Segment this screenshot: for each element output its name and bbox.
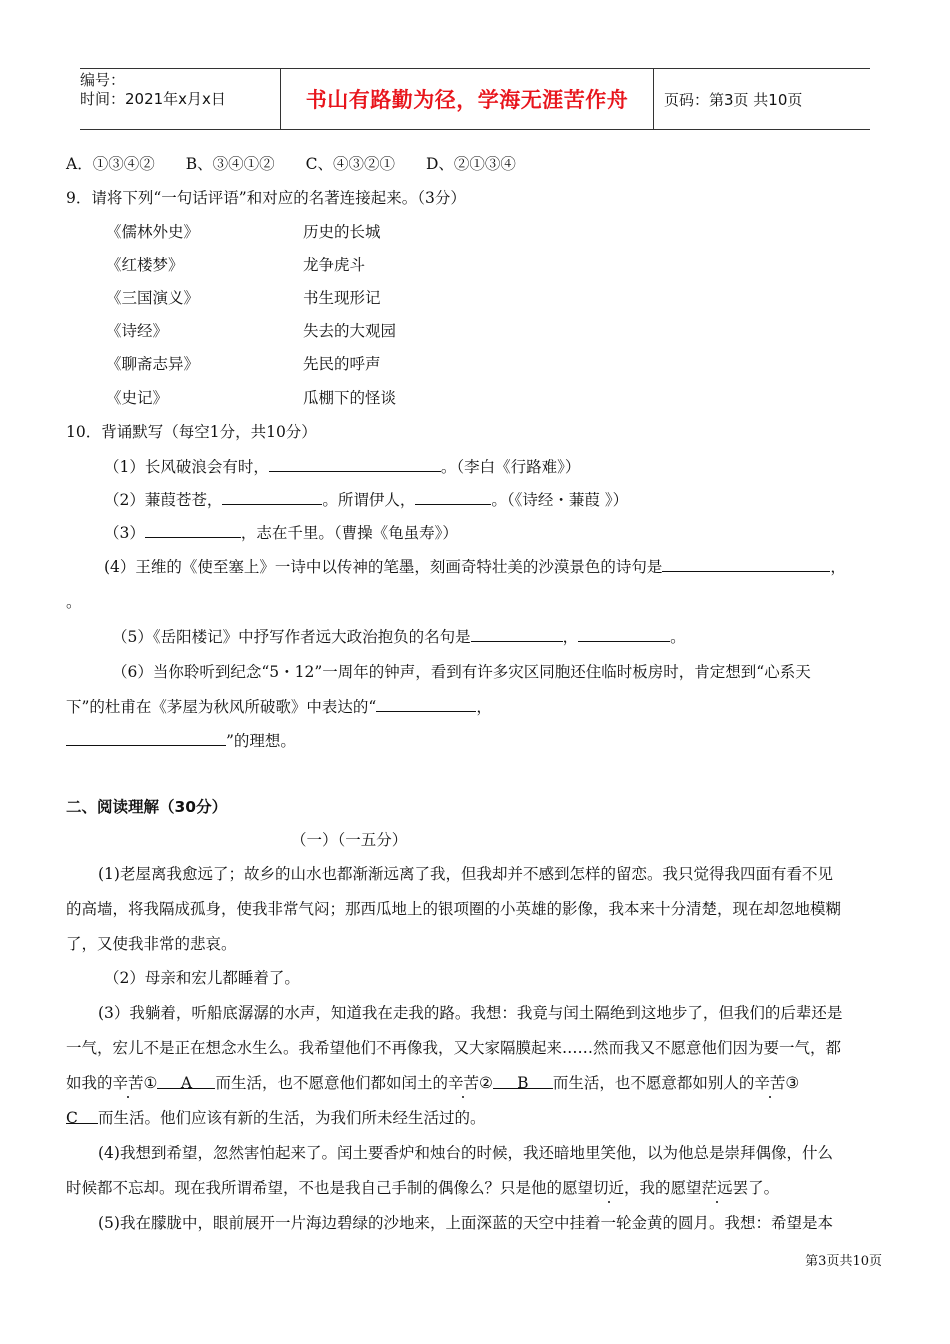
q10-item-6-line1: （6）当你聆听到纪念“5・12”一周年的钟声，看到有许多灾区同胞还住临时板房时，肯定想到“心系天 <box>112 663 811 681</box>
book-item: 《儒林外史》 <box>106 223 200 241</box>
answer-blank[interactable] <box>269 456 441 472</box>
comment-item: 龙争虎斗 <box>303 256 366 274</box>
text-run: 罢了。 <box>732 1179 780 1197</box>
dotted-word: 切近 <box>593 1179 625 1197</box>
q10-item-4 <box>104 556 846 577</box>
item-text: ， <box>476 698 492 716</box>
para-3-line <box>66 1073 799 1093</box>
book-item: 《史记》 <box>106 389 169 407</box>
item-text: 。（《诗经・蒹葭 》） <box>491 491 629 509</box>
q10-prompt: 10．背诵默写（每空1分，共10分） <box>66 423 317 441</box>
dotted-word: 辛苦 <box>112 1074 144 1092</box>
q8-options: A．①③④② B、③④①② C、④③②① D、②①③④ <box>66 155 516 173</box>
text-run: ，我的愿望 <box>624 1179 702 1197</box>
answer-blank[interactable] <box>471 626 563 642</box>
page-footer: 第3页共10页 <box>805 1254 882 1269</box>
para-4-line <box>66 1178 779 1198</box>
item-text: （1）长风破浪会有时， <box>104 458 269 476</box>
fill-blank-c: C <box>66 1108 98 1124</box>
item-text: ， <box>562 628 579 646</box>
answer-blank[interactable] <box>66 730 226 746</box>
q9-prompt: 9．请将下列“一句话评语”和对应的名著连接起来。（3分） <box>66 189 466 207</box>
answer-blank[interactable] <box>376 696 476 712</box>
text-run: ② <box>478 1074 493 1092</box>
text-run: 而生活。他们应该有新的生活，为我们所未经生活过的。 <box>98 1109 486 1127</box>
answer-blank[interactable] <box>662 556 830 572</box>
para-3-line <box>66 1108 486 1128</box>
answer-blank[interactable] <box>145 522 241 538</box>
book-item: 《聊斋志异》 <box>106 355 200 373</box>
text-run: ③ <box>785 1074 800 1092</box>
section-heading: 二、阅读理解（30分） <box>66 798 228 816</box>
para-5-line: (5)我在朦胧中，眼前展开一片海边碧绿的沙地来，上面深蓝的天空中挂着一轮金黄的圆月。我想：希望是本 <box>98 1214 833 1232</box>
header-left <box>80 69 280 129</box>
para-2: （2）母亲和宏儿都睡着了。 <box>104 969 300 987</box>
fill-blank-a: A <box>157 1073 215 1089</box>
para-4-line: (4)我想到希望，忽然害怕起来了。闰土要香炉和烛台的时候，我还暗地里笑他，以为他总是崇拜偶像，什么 <box>98 1144 833 1162</box>
item-text: （3） <box>104 524 145 542</box>
comment-item: 失去的大观园 <box>303 322 397 340</box>
text-run: 如我的 <box>66 1074 113 1092</box>
para-3-line: (3）我躺着，听船底潺潺的水声，知道我在走我的路。我想：我竟与闰土隔绝到这地步了，但我们的后辈还是 <box>98 1004 843 1022</box>
dotted-word: 茫远 <box>701 1179 733 1197</box>
answer-blank[interactable] <box>222 489 322 505</box>
comment-item: 瓜棚下的怪谈 <box>303 389 397 407</box>
para-1-line: 了，又使我非常的悲哀。 <box>66 935 237 953</box>
q10-item-1 <box>104 456 580 477</box>
page-header <box>80 68 870 130</box>
comment-item: 先民的呼声 <box>303 355 381 373</box>
dotted-word: 辛苦 <box>754 1074 786 1092</box>
number-label: 编号： <box>80 71 126 89</box>
q10-item-6-line2 <box>66 696 492 717</box>
text-run: 时候都不忘却。现在我所谓希望，不也是我自己手制的偶像么？只是他的愿望 <box>66 1179 594 1197</box>
item-text: 下”的杜甫在《茅屋为秋风所破歌》中表达的“ <box>66 698 377 716</box>
motto: 书山有路勤为径，学海无涯苦作舟 <box>280 69 654 129</box>
item-text: 。 <box>670 628 686 646</box>
section-subheading: （一）（一五分） <box>291 831 408 849</box>
item-text: ”的理想。 <box>226 732 296 750</box>
date-label: 时间：2021年x月x日 <box>80 90 226 108</box>
answer-blank[interactable] <box>415 489 491 505</box>
para-3-line: 一气，宏儿不是正在想念水生么。我希望他们不再像我，又大家隔膜起来……然而我又不愿意他们因为要一气，都 <box>66 1039 842 1057</box>
text-run: 而生活，也不愿意他们都如闰土的 <box>215 1074 448 1092</box>
q10-item-6-line3 <box>66 730 296 751</box>
page-info: 页码：第3页 共10页 <box>664 90 803 109</box>
item-text: 。所谓伊人， <box>322 491 416 509</box>
para-1-line: (1)老屋离我愈远了；故乡的山水也都渐渐远离了我，但我却并不感到怎样的留恋。我只觉得我四面有看不见 <box>98 865 833 883</box>
comment-item: 书生现形记 <box>303 289 381 307</box>
item-text: ， <box>830 558 846 576</box>
text-run: ① <box>143 1074 158 1092</box>
book-item: 《诗经》 <box>106 322 169 340</box>
q10-item-3 <box>104 522 458 543</box>
para-1-line: 的高墙，将我隔成孤身，使我非常气闷；那西瓜地上的银项圈的小英雄的影像，我本来十分清楚，现在却忽地模糊 <box>66 900 842 918</box>
book-item: 《红楼梦》 <box>106 256 184 274</box>
item-text: （2）蒹葭苍苍， <box>104 491 223 509</box>
book-item: 《三国演义》 <box>106 289 200 307</box>
dotted-word: 辛苦 <box>447 1074 479 1092</box>
q10-item-4-end: 。 <box>66 593 82 611</box>
comment-item: 历史的长城 <box>303 223 381 241</box>
item-text: ，志在千里。（曹操《龟虽寿》） <box>240 524 458 542</box>
q10-item-2 <box>104 489 628 510</box>
text-run: 而生活，也不愿意都如别人的 <box>552 1074 755 1092</box>
item-text: （5）《岳阳楼记》中抒写作者远大政治抱负的名句是 <box>112 628 471 646</box>
item-text: 。（李白《行路难》） <box>440 458 581 476</box>
fill-blank-b: B <box>493 1073 553 1089</box>
item-text: (4）王维的《使至塞上》一诗中以传神的笔墨，刻画奇特壮美的沙漠景色的诗句是 <box>104 558 663 576</box>
q10-item-5 <box>112 626 686 647</box>
answer-blank[interactable] <box>578 626 670 642</box>
